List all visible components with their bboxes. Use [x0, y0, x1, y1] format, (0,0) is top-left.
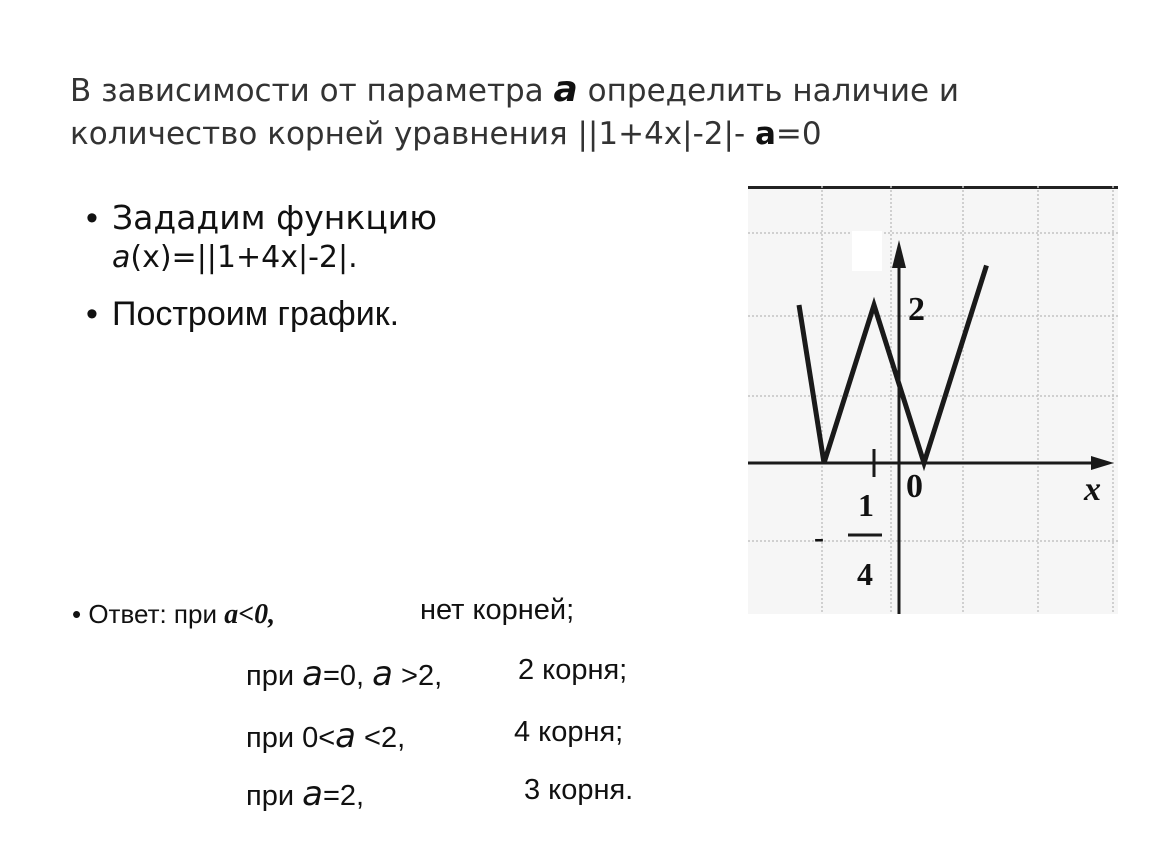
label-cover — [852, 231, 882, 271]
function-graph — [748, 186, 1118, 614]
fraction-minus: - — [814, 521, 824, 554]
problem-line-1 — [70, 68, 1070, 113]
title-text-1: В зависимости от параметра — [70, 73, 554, 109]
build-graph-text: Построим график. — [112, 295, 400, 333]
title-text-2: определить наличие и — [577, 73, 960, 109]
title-text-4: =0 — [775, 116, 822, 152]
answer-result-3: 4 корня; — [514, 716, 624, 748]
formula-rest: (x)=||1+4x|-2|. — [130, 240, 358, 275]
param-a: a — [553, 69, 578, 110]
function-formula — [112, 238, 726, 278]
answer-pre-4: при — [246, 780, 303, 812]
answer-pre-2: при — [246, 660, 303, 692]
answer-cond-4: =2, — [322, 780, 365, 812]
answer-row-2 — [246, 654, 442, 694]
answer-result-1: нет корней; — [420, 594, 575, 626]
fraction-numerator: 1 — [858, 487, 874, 523]
answer-a-3: a — [335, 716, 356, 756]
answer-result-2: 2 корня; — [518, 654, 628, 686]
answer-row-3 — [246, 716, 405, 756]
bullet-build-graph — [86, 294, 726, 334]
solution-bullets — [86, 198, 726, 350]
answer-row-1: • Ответ: при a<0, — [72, 599, 276, 630]
origin-label: 0 — [906, 468, 923, 505]
answer-mid-2: =0, — [322, 660, 373, 692]
answer-row-4 — [246, 774, 364, 814]
answer-a-2a: a — [302, 654, 323, 694]
answer-result-4: 3 корня. — [524, 774, 634, 806]
answer-a-2b: a — [372, 654, 393, 694]
formula-a: a — [112, 240, 131, 275]
x-axis-label: x — [1084, 471, 1101, 508]
answer-cond-1: a<0, — [224, 599, 276, 630]
answer-cond-2: >2, — [392, 660, 443, 692]
answer-cond-3: <2, — [356, 722, 406, 754]
answer-pre-3: при 0< — [246, 722, 336, 754]
title-text-3: количество корней уравнения ||1+4x|-2|- — [70, 116, 755, 152]
graph-background — [748, 186, 1118, 614]
answer-label: Ответ: при — [88, 599, 225, 629]
define-function-text: Зададим функцию — [112, 198, 438, 237]
bullet-define-function — [86, 198, 726, 278]
problem-line-2 — [70, 113, 1070, 156]
y-tick-label-2: 2 — [908, 291, 925, 328]
problem-statement — [70, 68, 1070, 156]
answer-a-4: a — [302, 774, 323, 814]
param-a-2: a — [754, 116, 776, 152]
fraction-denominator: 4 — [857, 556, 873, 592]
